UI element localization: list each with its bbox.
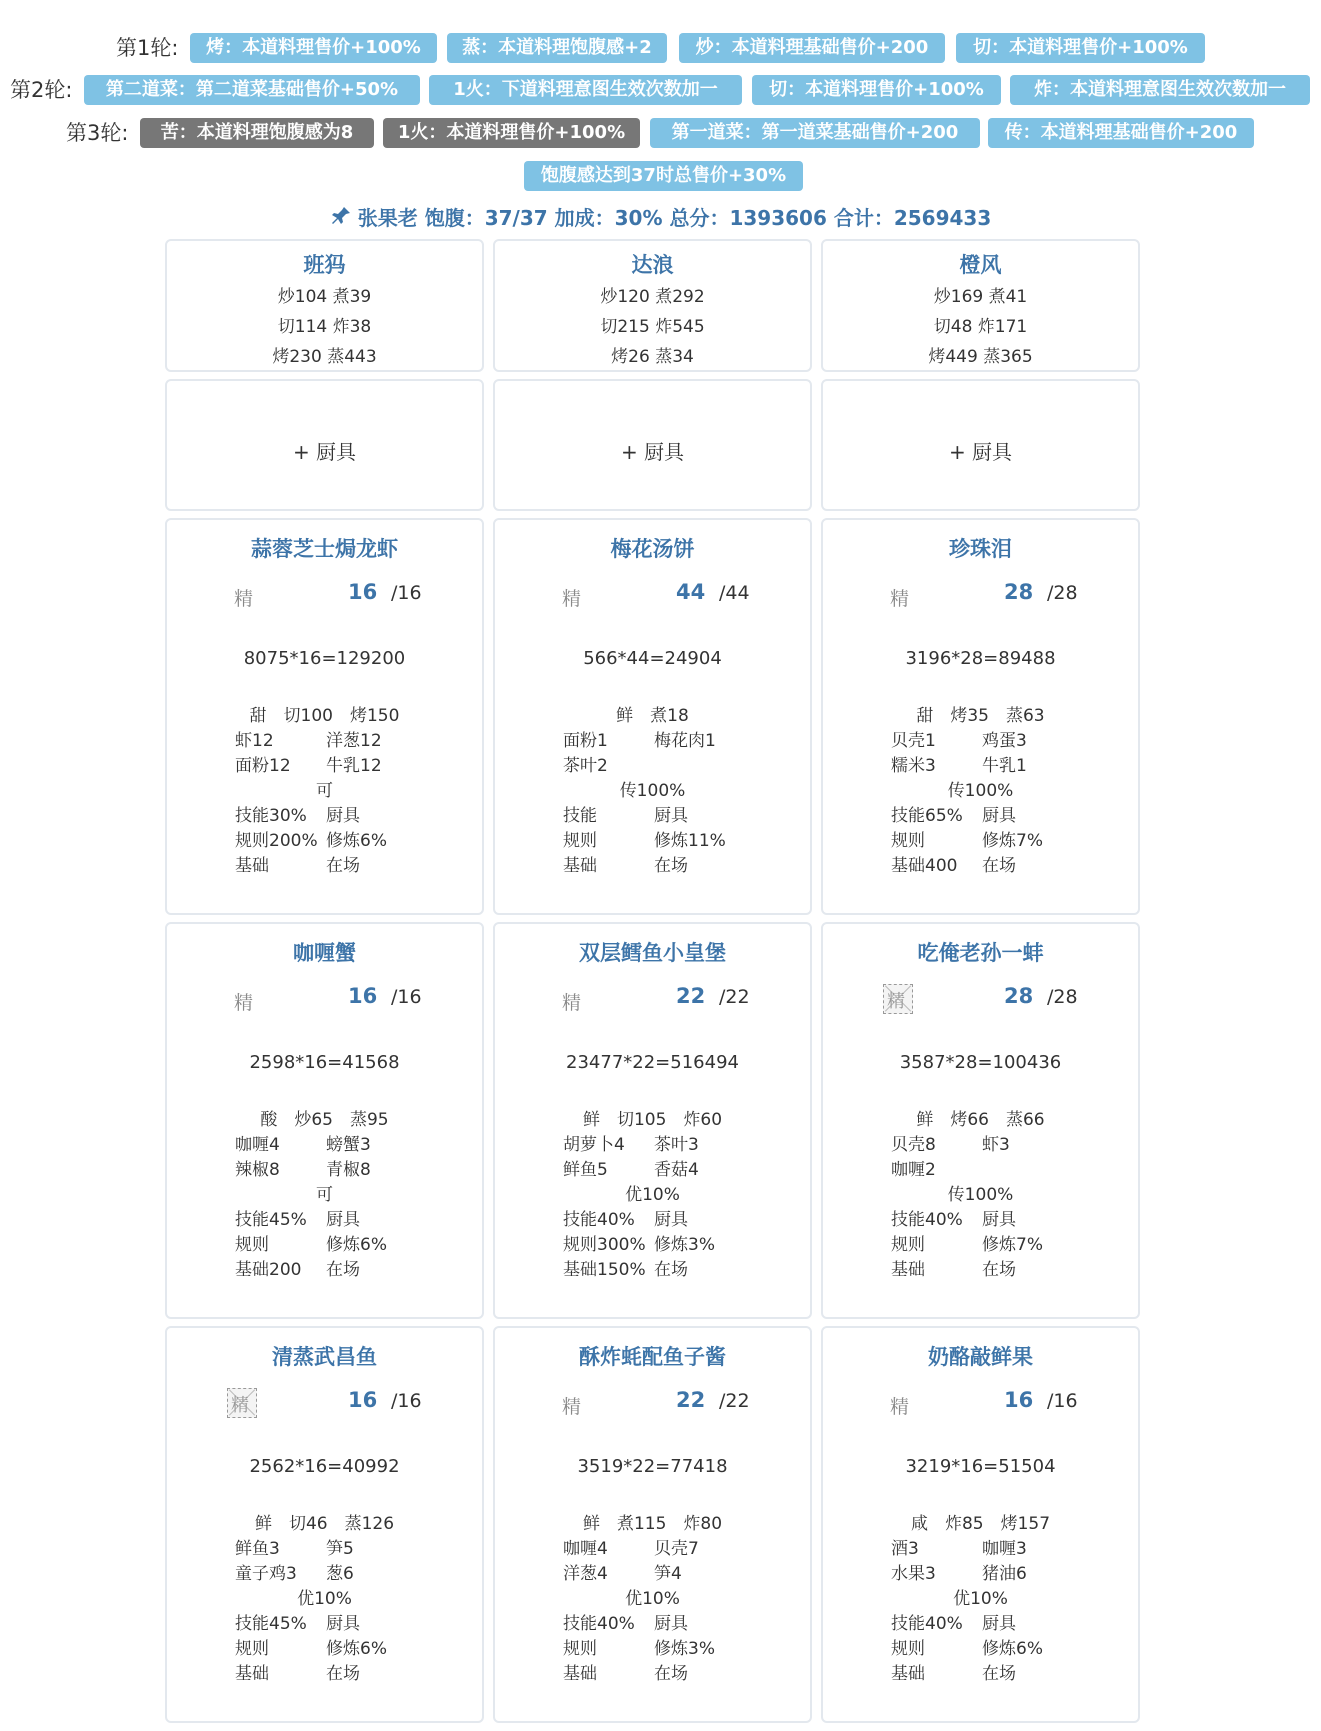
stat-label: 修炼3% bbox=[654, 1235, 715, 1255]
quantity-max: /28 bbox=[1047, 582, 1078, 604]
stat-label: 技能40% bbox=[891, 1614, 963, 1634]
grade-label[interactable]: 精 bbox=[562, 588, 582, 610]
stat-label: 厨具 bbox=[982, 806, 1016, 826]
dish-skill-requirements: 鲜 煮115 炸80 bbox=[582, 1514, 723, 1534]
add-equipment-label: + 厨具 bbox=[292, 440, 357, 464]
chef-skill-line: 烤449 蒸365 bbox=[928, 347, 1033, 367]
stat-label: 基础150% bbox=[563, 1260, 646, 1280]
dish-name[interactable]: 双层鳕鱼小皇堡 bbox=[579, 941, 726, 965]
grade-placeholder-icon bbox=[227, 1388, 257, 1418]
quantity-value[interactable]: 16 bbox=[348, 1388, 378, 1412]
stat-label: 修炼6% bbox=[326, 831, 387, 851]
stat-label: 在场 bbox=[654, 1664, 688, 1684]
stat-label: 厨具 bbox=[982, 1210, 1016, 1230]
dish-bonus: 优10% bbox=[953, 1589, 1008, 1609]
dish-card[interactable] bbox=[493, 518, 812, 915]
grade-label[interactable]: 精 bbox=[890, 588, 910, 610]
dish-skill-requirements: 酸 炒65 蒸95 bbox=[260, 1110, 389, 1130]
dish-name[interactable]: 梅花汤饼 bbox=[610, 537, 695, 561]
stat-label: 厨具 bbox=[654, 806, 688, 826]
quantity-max: /44 bbox=[719, 582, 750, 604]
ingredient-label: 梅花肉1 bbox=[654, 731, 716, 751]
ingredient-label: 水果3 bbox=[891, 1564, 936, 1584]
dish-name[interactable]: 吃俺老孙一蚌 bbox=[917, 941, 1044, 965]
ingredient-label: 牛乳12 bbox=[326, 756, 382, 776]
grade-label[interactable]: 精 bbox=[562, 1396, 582, 1418]
dish-bonus: 优10% bbox=[625, 1185, 680, 1205]
round-label: 第2轮: bbox=[10, 78, 73, 102]
stat-label: 基础 bbox=[891, 1664, 925, 1684]
dish-card[interactable] bbox=[821, 922, 1140, 1319]
chef-card[interactable] bbox=[821, 239, 1140, 372]
buff-tag[interactable]: 切：本道料理售价+100% bbox=[956, 33, 1205, 63]
add-equipment-label: + 厨具 bbox=[948, 440, 1013, 464]
buff-tag[interactable]: 第二道菜：第二道菜基础售价+50% bbox=[84, 75, 420, 105]
stat-label: 技能40% bbox=[563, 1210, 635, 1230]
dish-skill-requirements: 甜 切100 烤150 bbox=[249, 706, 400, 726]
ingredient-label: 咖喱4 bbox=[563, 1539, 608, 1559]
chef-skill-line: 切215 炸545 bbox=[600, 317, 705, 337]
price-calculation: 3519*22=77418 bbox=[577, 1456, 728, 1477]
stat-label: 修炼3% bbox=[654, 1639, 715, 1659]
buff-tag[interactable]: 1火：下道料理意图生效次数加一 bbox=[429, 75, 742, 105]
ingredient-label: 贝壳7 bbox=[654, 1539, 699, 1559]
dish-skill-requirements: 鲜 切105 炸60 bbox=[582, 1110, 723, 1130]
buff-tag[interactable]: 第一道菜：第一道菜基础售价+200 bbox=[650, 118, 980, 148]
dish-bonus: 可 bbox=[316, 781, 333, 801]
quantity-value[interactable]: 28 bbox=[1004, 984, 1034, 1008]
dish-name[interactable]: 奶酪敲鲜果 bbox=[928, 1345, 1033, 1369]
stat-label: 在场 bbox=[326, 1260, 360, 1280]
ingredient-label: 葱6 bbox=[326, 1564, 354, 1584]
quantity-value[interactable]: 16 bbox=[348, 984, 378, 1008]
quantity-value[interactable]: 16 bbox=[1004, 1388, 1034, 1412]
dish-bonus: 传100% bbox=[619, 781, 686, 801]
chef-name: 达浪 bbox=[631, 253, 674, 277]
buff-tag[interactable]: 炸：本道料理意图生效次数加一 bbox=[1010, 75, 1310, 105]
stat-label: 规则300% bbox=[563, 1235, 646, 1255]
buff-tag[interactable]: 蒸：本道料理饱腹感+2 bbox=[447, 33, 667, 63]
dish-skill-requirements: 鲜 切46 蒸126 bbox=[254, 1514, 395, 1534]
stat-label: 技能30% bbox=[235, 806, 307, 826]
ingredient-label: 猪油6 bbox=[982, 1564, 1027, 1584]
stat-label: 基础 bbox=[235, 1664, 269, 1684]
dish-name[interactable]: 蒜蓉芝士焗龙虾 bbox=[251, 537, 398, 561]
stat-label: 基础 bbox=[563, 1664, 597, 1684]
pin-icon bbox=[330, 205, 352, 227]
dish-card[interactable] bbox=[165, 518, 484, 915]
quantity-max: /22 bbox=[719, 1390, 750, 1412]
quantity-value[interactable]: 16 bbox=[348, 580, 378, 604]
dish-bonus: 传100% bbox=[947, 1185, 1014, 1205]
stat-label: 规则 bbox=[235, 1639, 269, 1659]
stat-label: 技能65% bbox=[891, 806, 963, 826]
ingredient-label: 酒3 bbox=[891, 1539, 919, 1559]
dish-card[interactable] bbox=[493, 922, 812, 1319]
ingredient-label: 咖喱4 bbox=[235, 1135, 280, 1155]
stat-label: 技能45% bbox=[235, 1614, 307, 1634]
stat-label: 修炼6% bbox=[982, 1639, 1043, 1659]
quantity-max: /16 bbox=[391, 986, 422, 1008]
buff-tag[interactable]: 烤：本道料理售价+100% bbox=[190, 33, 437, 63]
ingredient-label: 辣椒8 bbox=[235, 1160, 280, 1180]
chef-skill-line: 烤230 蒸443 bbox=[272, 347, 377, 367]
dish-bonus: 可 bbox=[316, 1185, 333, 1205]
summary-text: 张果老 饱腹：37/37 加成：30% 总分：1393606 合计：2569433 bbox=[357, 206, 992, 230]
debuff-tag[interactable]: 1火：本道料理售价+100% bbox=[383, 118, 640, 148]
dish-card[interactable] bbox=[821, 1326, 1140, 1723]
grade-label[interactable]: 精 bbox=[234, 588, 254, 610]
ingredient-label: 茶叶2 bbox=[563, 756, 608, 776]
ingredient-label: 贝壳8 bbox=[891, 1135, 936, 1155]
stat-label: 基础200 bbox=[235, 1260, 302, 1280]
round-row-1 bbox=[0, 33, 1321, 67]
stat-label: 在场 bbox=[326, 1664, 360, 1684]
add-equipment-button[interactable] bbox=[493, 379, 812, 511]
chef-skill-line: 切48 炸171 bbox=[933, 317, 1028, 337]
grade-placeholder-icon bbox=[883, 984, 913, 1014]
quantity-value[interactable]: 28 bbox=[1004, 580, 1034, 604]
quantity-max: /16 bbox=[391, 1390, 422, 1412]
stat-label: 修炼6% bbox=[326, 1639, 387, 1659]
stat-label: 规则 bbox=[563, 1639, 597, 1659]
dish-name[interactable]: 清蒸武昌鱼 bbox=[272, 1345, 377, 1369]
ingredient-label: 贝壳1 bbox=[891, 731, 936, 751]
stat-label: 规则 bbox=[563, 831, 597, 851]
ingredient-label: 童子鸡3 bbox=[235, 1564, 297, 1584]
round-row-3 bbox=[0, 118, 1321, 152]
dish-card[interactable] bbox=[493, 1326, 812, 1723]
dish-skill-requirements: 鲜 煮18 bbox=[616, 706, 689, 726]
ingredient-label: 洋葱12 bbox=[326, 731, 382, 751]
stat-label: 规则 bbox=[891, 1639, 925, 1659]
ingredient-label: 糯米3 bbox=[891, 756, 936, 776]
stat-label: 规则 bbox=[891, 831, 925, 851]
stat-label: 在场 bbox=[982, 856, 1016, 876]
dish-card[interactable] bbox=[165, 1326, 484, 1723]
round-label: 第3轮: bbox=[66, 121, 129, 145]
dish-card[interactable] bbox=[165, 922, 484, 1319]
stat-label: 在场 bbox=[654, 856, 688, 876]
chef-name: 班犸 bbox=[303, 253, 346, 277]
dish-name[interactable]: 酥炸蚝配鱼子酱 bbox=[579, 1345, 726, 1369]
stat-label: 在场 bbox=[654, 1260, 688, 1280]
price-calculation: 23477*22=516494 bbox=[566, 1052, 739, 1073]
round-label: 第1轮: bbox=[116, 36, 179, 60]
chef-skill-line: 炒104 煮39 bbox=[277, 287, 372, 307]
stat-label: 基础 bbox=[235, 856, 269, 876]
stat-label: 厨具 bbox=[654, 1210, 688, 1230]
chef-skill-line: 切114 炸38 bbox=[277, 317, 372, 337]
dish-name[interactable]: 珍珠泪 bbox=[949, 537, 1012, 561]
stat-label: 在场 bbox=[982, 1260, 1016, 1280]
stat-label: 技能45% bbox=[235, 1210, 307, 1230]
dish-skill-requirements: 咸 炸85 烤157 bbox=[910, 1514, 1051, 1534]
add-equipment-button[interactable] bbox=[821, 379, 1140, 511]
chef-skill-line: 炒120 煮292 bbox=[600, 287, 705, 307]
stat-label: 修炼6% bbox=[326, 1235, 387, 1255]
dish-bonus: 优10% bbox=[297, 1589, 352, 1609]
ingredient-label: 茶叶3 bbox=[654, 1135, 699, 1155]
stat-label: 修炼7% bbox=[982, 831, 1043, 851]
chef-name: 橙风 bbox=[959, 253, 1002, 277]
ingredient-label: 虾3 bbox=[982, 1135, 1010, 1155]
quantity-max: /22 bbox=[719, 986, 750, 1008]
stat-label: 基础 bbox=[563, 856, 597, 876]
stat-label: 修炼7% bbox=[982, 1235, 1043, 1255]
buff-tag[interactable]: 炒：本道料理基础售价+200 bbox=[679, 33, 945, 63]
grade-label[interactable]: 精 bbox=[562, 992, 582, 1014]
ingredient-label: 胡萝卜4 bbox=[563, 1135, 625, 1155]
round-row-2 bbox=[0, 75, 1321, 109]
grade-label: 精 bbox=[231, 1395, 249, 1416]
stat-label: 厨具 bbox=[326, 1614, 360, 1634]
quantity-max: /28 bbox=[1047, 986, 1078, 1008]
price-calculation: 3587*28=100436 bbox=[899, 1052, 1062, 1073]
ingredient-label: 面粉1 bbox=[563, 731, 608, 751]
summary-line bbox=[0, 202, 1321, 231]
ingredient-label: 青椒8 bbox=[326, 1160, 371, 1180]
stat-label: 基础 bbox=[891, 1260, 925, 1280]
chef-skill-line: 炒169 煮41 bbox=[933, 287, 1028, 307]
stat-label: 基础400 bbox=[891, 856, 958, 876]
dish-name[interactable]: 咖喱蟹 bbox=[293, 941, 356, 965]
stat-label: 技能40% bbox=[563, 1614, 635, 1634]
quantity-value[interactable]: 22 bbox=[676, 1388, 706, 1412]
bonus-row bbox=[0, 161, 1321, 195]
add-equipment-button[interactable] bbox=[165, 379, 484, 511]
ingredient-label: 咖喱3 bbox=[982, 1539, 1027, 1559]
debuff-tag[interactable]: 苦：本道料理饱腹感为8 bbox=[140, 118, 374, 148]
dish-skill-requirements: 甜 烤35 蒸63 bbox=[916, 706, 1045, 726]
stat-label: 规则 bbox=[235, 1235, 269, 1255]
buff-tag[interactable]: 切：本道料理售价+100% bbox=[752, 75, 1001, 105]
dish-card[interactable] bbox=[821, 518, 1140, 915]
ingredient-label: 笋4 bbox=[654, 1564, 682, 1584]
stat-label: 厨具 bbox=[326, 806, 360, 826]
quantity-max: /16 bbox=[391, 582, 422, 604]
ingredient-label: 香菇4 bbox=[654, 1160, 699, 1180]
grade-label[interactable]: 精 bbox=[890, 1396, 910, 1418]
grade-label: 精 bbox=[887, 991, 905, 1012]
stat-label: 厨具 bbox=[654, 1614, 688, 1634]
ingredient-label: 笋5 bbox=[326, 1539, 354, 1559]
buff-tag[interactable]: 传：本道料理基础售价+200 bbox=[988, 118, 1254, 148]
ingredient-label: 牛乳1 bbox=[982, 756, 1027, 776]
ingredient-label: 鸡蛋3 bbox=[982, 731, 1027, 751]
stat-label: 规则 bbox=[891, 1235, 925, 1255]
dish-bonus: 传100% bbox=[947, 781, 1014, 801]
stat-label: 在场 bbox=[982, 1664, 1016, 1684]
dish-skill-requirements: 鲜 烤66 蒸66 bbox=[916, 1110, 1045, 1130]
quantity-max: /16 bbox=[1047, 1390, 1078, 1412]
price-calculation: 8075*16=129200 bbox=[243, 648, 406, 669]
grade-label[interactable]: 精 bbox=[234, 992, 254, 1014]
stat-label: 修炼11% bbox=[654, 831, 726, 851]
chef-card[interactable] bbox=[165, 239, 484, 372]
ingredient-label: 洋葱4 bbox=[563, 1564, 608, 1584]
price-calculation: 2562*16=40992 bbox=[249, 1456, 400, 1477]
chef-card[interactable] bbox=[493, 239, 812, 372]
price-calculation: 3219*16=51504 bbox=[905, 1456, 1056, 1477]
dish-bonus: 优10% bbox=[625, 1589, 680, 1609]
quantity-value[interactable]: 44 bbox=[676, 580, 706, 604]
price-calculation: 3196*28=89488 bbox=[905, 648, 1056, 669]
ingredient-label: 咖喱2 bbox=[891, 1160, 936, 1180]
price-calculation: 2598*16=41568 bbox=[249, 1052, 400, 1073]
stat-label: 技能 bbox=[563, 806, 597, 826]
satiety-bonus-tag[interactable]: 饱腹感达到37时总售价+30% bbox=[524, 161, 803, 191]
ingredient-label: 面粉12 bbox=[235, 756, 291, 776]
ingredient-label: 螃蟹3 bbox=[326, 1135, 371, 1155]
ingredient-label: 鲜鱼3 bbox=[235, 1539, 280, 1559]
chef-skill-line: 烤26 蒸34 bbox=[611, 347, 694, 367]
price-calculation: 566*44=24904 bbox=[583, 648, 722, 669]
stat-label: 厨具 bbox=[326, 1210, 360, 1230]
add-equipment-label: + 厨具 bbox=[620, 440, 685, 464]
ingredient-label: 虾12 bbox=[235, 731, 274, 751]
stat-label: 技能40% bbox=[891, 1210, 963, 1230]
stat-label: 厨具 bbox=[982, 1614, 1016, 1634]
quantity-value[interactable]: 22 bbox=[676, 984, 706, 1008]
ingredient-label: 鲜鱼5 bbox=[563, 1160, 608, 1180]
stat-label: 规则200% bbox=[235, 831, 318, 851]
stat-label: 在场 bbox=[326, 856, 360, 876]
